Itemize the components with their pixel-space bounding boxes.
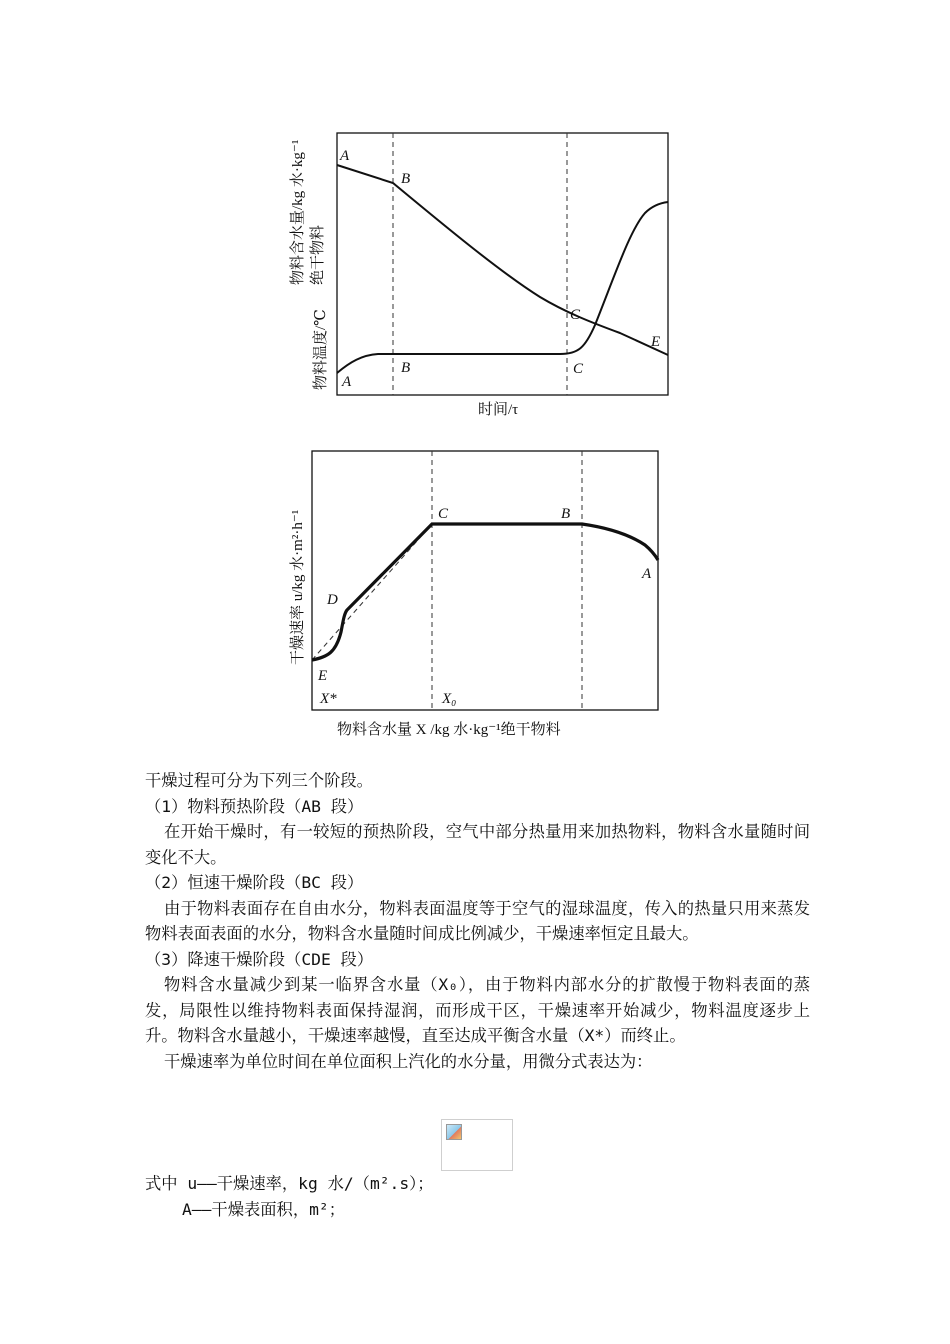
- fig1-point-A-bottom: A: [342, 374, 352, 390]
- stage3-title: （3）降速干燥阶段（CDE 段）: [145, 949, 374, 969]
- where-text: [145, 1171, 810, 1222]
- formula-image-placeholder: [441, 1119, 513, 1171]
- figure2-rate-curve: [312, 524, 658, 660]
- rate-definition: 干燥速率为单位时间在单位面积上汽化的水分量，用微分式表达为：: [164, 1051, 653, 1071]
- figure1-temperature-curve: [337, 202, 668, 373]
- figure1-moisture-curve: [337, 165, 668, 355]
- fig2-point-B: B: [561, 506, 571, 522]
- stage1-title: （1）物料预热阶段（AB 段）: [145, 796, 364, 816]
- fig1-ylabel-top: 物料含水量/kg 水·kg⁻¹: [290, 139, 306, 285]
- broken-image-icon: [446, 1124, 462, 1140]
- fig1-ylabel-bottom: 物料温度/℃: [313, 309, 329, 390]
- where-u-line: 式中 u——干燥速率，kg 水/（m².s）；: [145, 1174, 434, 1193]
- stage3-body: 物料含水量减少到某一临界含水量（X₀），由于物料内部水分的扩散慢于物料表面的蒸发，局限性以维持物料表面保持湿润，而形成干区，干燥速率开始减少，物料温度逐步上升。物料含水量越小，干燥速率越慢，直至达成平衡含水量（X*）而终止。: [145, 975, 810, 1045]
- fig1-point-B-bottom: B: [401, 360, 411, 376]
- fig1-xlabel: 时间/τ: [478, 402, 519, 418]
- stage1-body: 在开始干燥时，有一较短的预热阶段，空气中部分热量用来加热物料，物料含水量随时间变化不大。: [145, 822, 810, 867]
- intro-line: 干燥过程可分为下列三个阶段。: [145, 771, 373, 790]
- where-A-line: A——干燥表面积，m²；: [182, 1199, 345, 1219]
- fig1-point-B-top: B: [401, 171, 411, 187]
- fig1-point-C-top: C: [570, 307, 581, 323]
- fig2-point-C: C: [438, 506, 449, 522]
- fig2-ylabel: 干燥速率 u/kg 水·m²·h⁻¹: [290, 509, 306, 665]
- fig1-point-C-bottom: C: [573, 361, 584, 377]
- fig1-point-A-top: A: [340, 148, 350, 164]
- fig2-point-A: A: [642, 566, 652, 582]
- stage2-title: （2）恒速干燥阶段（BC 段）: [145, 873, 364, 892]
- figure1-moisture-temperature-vs-time: [288, 133, 668, 418]
- fig1-point-E: E: [651, 334, 661, 350]
- stage2-body: 由于物料表面存在自由水分，物料表面温度等于空气的湿球温度，传入的热量只用来蒸发物料表面表面的水分，物料含水量随时间成比例减少，干燥速率恒定且最大。: [145, 898, 810, 943]
- fig2-xlabel: 物料含水量 X /kg 水·kg⁻¹绝干物料: [337, 722, 561, 738]
- fig1-ylabel-top2: 绝干物料: [310, 224, 326, 285]
- figure2-drying-rate-vs-moisture: [288, 451, 658, 738]
- fig2-xmark-Xstar: X*: [320, 691, 337, 707]
- figure2-frame: [312, 451, 658, 710]
- fig2-point-E: E: [318, 668, 328, 684]
- fig2-xmark-X0: X₀: [442, 691, 457, 707]
- body-text: [145, 768, 810, 1074]
- fig2-point-D: D: [327, 592, 338, 608]
